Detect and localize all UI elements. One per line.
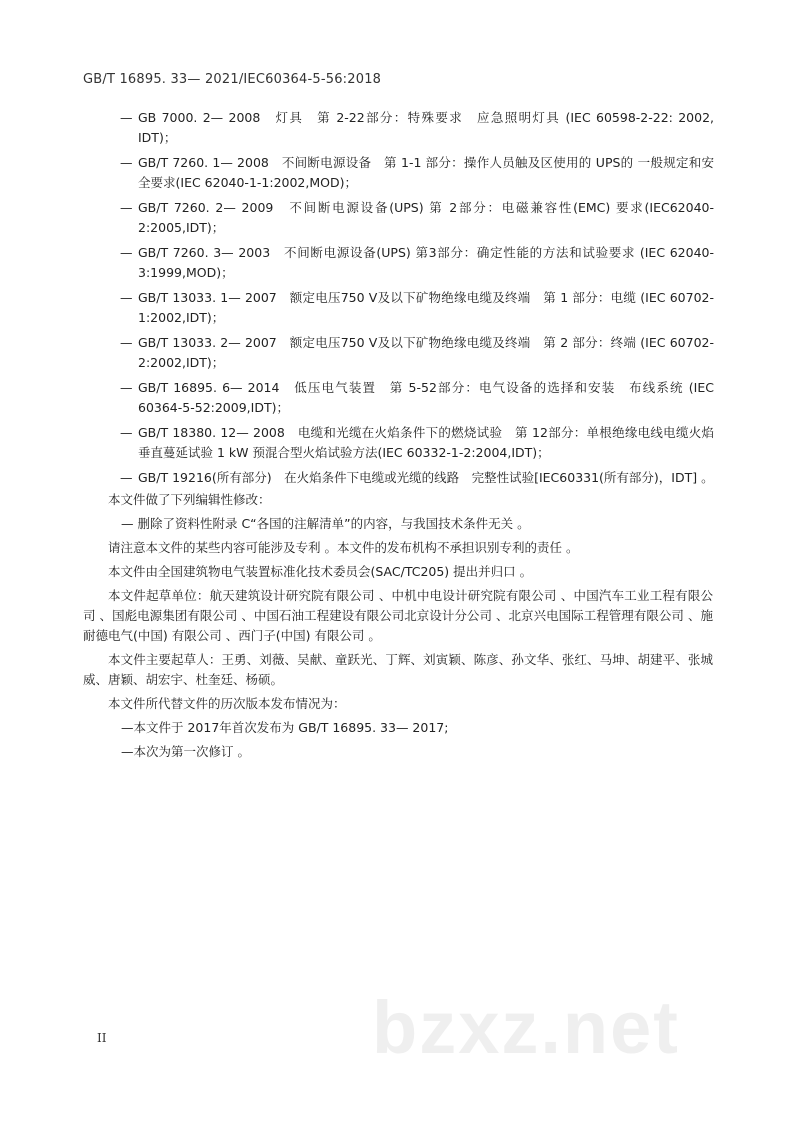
list-dash: — xyxy=(120,470,133,485)
standard-header: GB/T 16895. 33— 2021/IEC60364-5-56:2018 xyxy=(83,72,382,87)
reference-item xyxy=(120,198,714,238)
reference-text: GB/T 18380. 12— 2008 电缆和光缆在火焰条件下的燃烧试验 第 12部分：单根绝缘电线电缆火焰垂直蔓延试验 1 kW 预混合型火焰试验方法(IEC 60332-1-2:2004,IDT)； xyxy=(138,425,714,460)
drafters: 本文件主要起草人：王勇、刘薇、吴献、童跃光、丁辉、刘寅颖、陈彦、孙文华、张红、马坤、胡建平、张城威、唐颖、胡宏宇、杜奎廷、杨硕。 xyxy=(83,652,713,687)
reference-item xyxy=(120,243,714,283)
reference-item xyxy=(120,153,714,193)
reference-text: GB/T 7260. 1— 2008 不间断电源设备 第 1-1 部分：操作人员触及区使用的 UPS的 一般规定和安全要求(IEC 62040-1-1:2002,MOD)； xyxy=(138,155,714,190)
reference-text: GB/T 7260. 2— 2009 不间断电源设备(UPS) 第 2部分：电磁兼容性(EMC) 要求(IEC62040-2:2005,IDT)； xyxy=(138,200,714,235)
reference-item xyxy=(120,108,714,148)
edit-item: — 删除了资料性附录 C“各国的注解清单”的内容，与我国技术条件无关 。 xyxy=(121,516,530,531)
history-intro: 本文件所代替文件的历次版本发布情况为： xyxy=(108,696,346,711)
list-dash: — xyxy=(120,200,133,215)
list-dash: — xyxy=(120,110,133,125)
reference-text: GB 7000. 2— 2008 灯具 第 2-22部分：特殊要求 应急照明灯具 (IEC 60598-2-22: 2002, IDT)； xyxy=(138,110,714,145)
reference-text: GB/T 13033. 2— 2007 额定电压750 V及以下矿物绝缘电缆及终端 第 2 部分：终端 (IEC 60702-2:2002,IDT)； xyxy=(138,335,714,370)
history-item: —本文件于 2017年首次发布为 GB/T 16895. 33— 2017; xyxy=(121,720,449,735)
normative-references-list xyxy=(120,108,714,493)
drafting-units: 本文件起草单位：航天建筑设计研究院有限公司 、中机中电设计研究院有限公司 、中国汽车工业工程有限公司 、国彪电源集团有限公司 、中国石油工程建设有限公司北京设计分公司 、北京兴电国际工程管理有限公司 、施耐德电气(中国) 有限公司 、西门子(中国) 有限公司 。 xyxy=(83,588,713,643)
reference-item xyxy=(120,468,714,488)
reference-item xyxy=(120,423,714,463)
reference-item xyxy=(120,288,714,328)
edit-intro: 本文件做了下列编辑性修改： xyxy=(108,492,271,507)
history-item: —本次为第一次修订 。 xyxy=(121,744,250,759)
list-dash: — xyxy=(120,245,133,260)
list-dash: — xyxy=(120,155,133,170)
list-dash: — xyxy=(120,380,133,395)
watermark-text: bzxz.net xyxy=(372,986,680,1069)
list-dash: — xyxy=(120,335,133,350)
proposed-by: 本文件由全国建筑物电气装置标准化技术委员会(SAC/TC205) 提出并归口 。 xyxy=(108,564,533,579)
reference-item xyxy=(120,378,714,418)
reference-text: GB/T 16895. 6— 2014 低压电气装置 第 5-52部分：电气设备的选择和安装 布线系统 (IEC 60364-5-52:2009,IDT)； xyxy=(138,380,714,415)
page-number: II xyxy=(97,1031,107,1045)
patent-notice: 请注意本文件的某些内容可能涉及专利 。本文件的发布机构不承担识别专利的责任 。 xyxy=(108,540,579,555)
list-dash: — xyxy=(120,425,133,440)
reference-text: GB/T 13033. 1— 2007 额定电压750 V及以下矿物绝缘电缆及终端 第 1 部分：电缆 (IEC 60702-1:2002,IDT)； xyxy=(138,290,714,325)
reference-text: GB/T 19216(所有部分) 在火焰条件下电缆或光缆的线路 完整性试验[IEC60331(所有部分)，IDT] 。 xyxy=(138,470,714,485)
reference-item xyxy=(120,333,714,373)
foreword-body xyxy=(83,490,713,766)
list-dash: — xyxy=(120,290,133,305)
reference-text: GB/T 7260. 3— 2003 不间断电源设备(UPS) 第3部分：确定性能的方法和试验要求 (IEC 62040-3:1999,MOD)； xyxy=(138,245,714,280)
